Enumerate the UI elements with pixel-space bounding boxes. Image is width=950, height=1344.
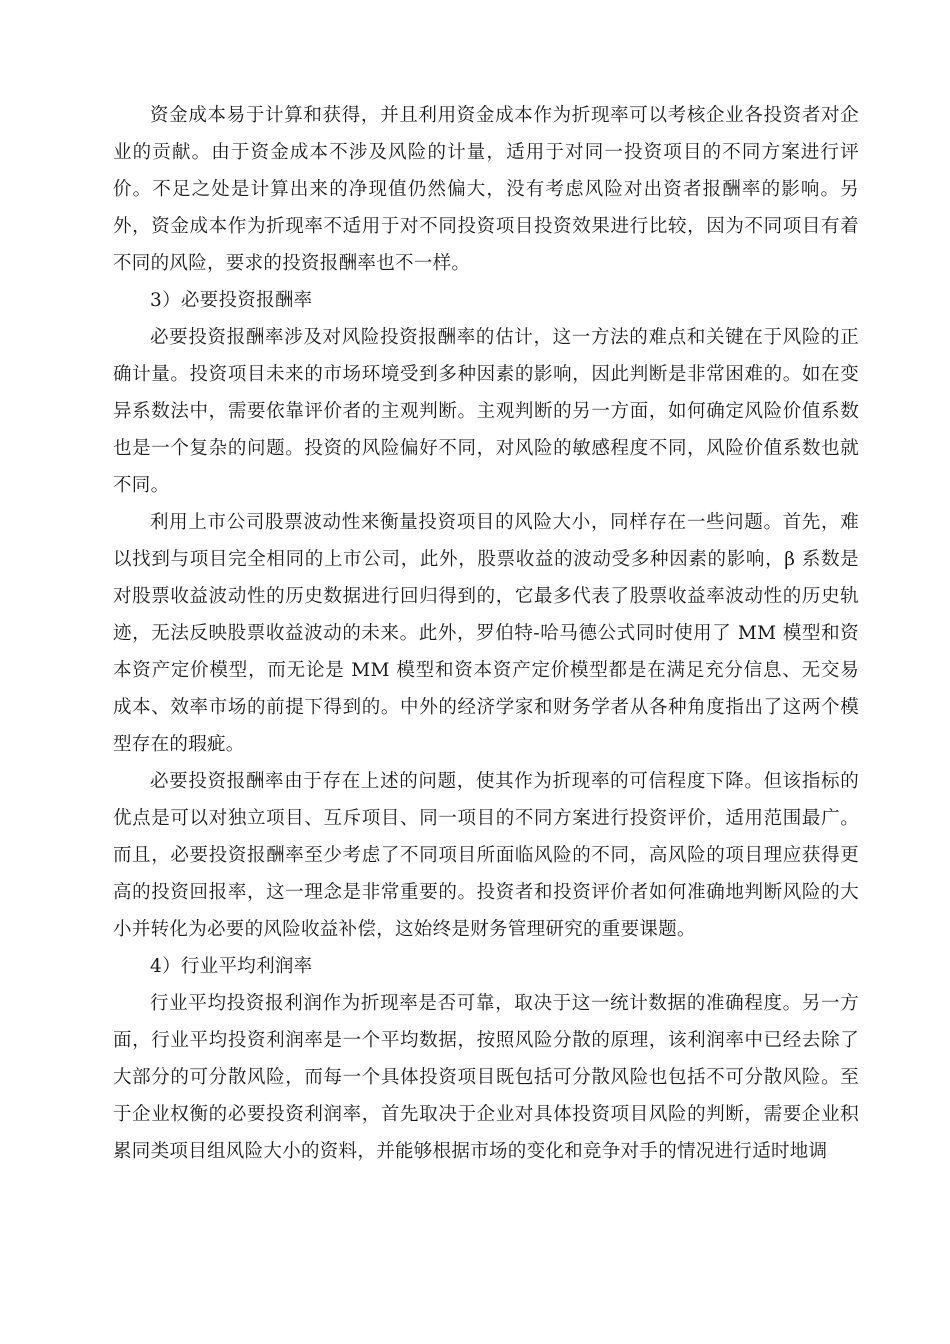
paragraph-capital-cost: 资金成本易于计算和获得，并且利用资金成本作为折现率可以考核企业各投资者对企业的贡献。由于资金成本不涉及风险的计量，适用于对同一投资项目的不同方案进行评价。不足之处是计算出来的净现值仍然偏大，没有考虑风险对出资者报酬率的影响。另外，资金成本作为折现率不适用于对不同投资项目投资效果进行比较，因为不同项目有着不同的风险，要求的投资报酬率也不一样。 [113, 105, 859, 274]
section-heading-required-return: 3）必要投资报酬率 [150, 290, 313, 311]
paragraph-required-return: 必要投资报酬率涉及对风险投资报酬率的估计，这一方法的难点和关键在于风险的正确计量。投资项目未来的市场环境受到多种因素的影响，因此判断是非常困难的。如在变异系数法中，需要依靠评价者的主观判断。主观判断的另一方面，如何确定风险价值系数也是一个复杂的问题。投资的风险偏好不同，对风险的敏感程度不同，风险价值系数也就不同。 [113, 327, 859, 496]
paragraph-industry-profit: 行业平均投资报利润作为折现率是否可靠，取决于这一统计数据的准确程度。另一方面，行业平均投资利润率是一个平均数据，按照风险分散的原理，该利润率中已经去除了大部分的可分散风险，而每一个具体投资项目既包括可分散风险也包括不可分散风险。至于企业权衡的必要投资利润率，首先取决于企业对具体投资项目风险的判断，需要企业积累同类项目组风险大小的资料，并能够根据市场的变化和竞争对手的情况进行适时地调 [113, 993, 859, 1162]
section-heading-industry-profit: 4）行业平均利润率 [150, 956, 313, 977]
document-page [113, 97, 859, 1170]
paragraph-required-return-evaluation: 必要投资报酬率由于存在上述的问题，使其作为折现率的可信程度下降。但该指标的优点是可以对独立项目、互斥项目、同一项目的不同方案进行投资评价，适用范围最广。而且，必要投资报酬率至少考虑了不同项目所面临风险的不同，高风险的项目理应获得更高的投资回报率，这一理念是非常重要的。投资者和投资评价者如何准确地判断风险的大小并转化为必要的风险收益补偿，这始终是财务管理研究的重要课题。 [113, 771, 859, 940]
paragraph-stock-volatility: 利用上市公司股票波动性来衡量投资项目的风险大小，同样存在一些问题。首先，难以找到与项目完全相同的上市公司，此外，股票收益的波动受多种因素的影响，β 系数是对股票收益波动性的历史数据进行回归得到的，它最多代表了股票收益率波动性的历史轨迹，无法反映股票收益波动的未来。此外，罗伯特-哈马德公式同时使用了 MM 模型和资本资产定价模型，而无论是 MM 模型和资本资产定价模型都是在满足充分信息、无交易成本、效率市场的前提下得到的。中外的经济学家和财务学者从各种角度指出了这两个模型存在的瑕疵。 [113, 512, 859, 755]
